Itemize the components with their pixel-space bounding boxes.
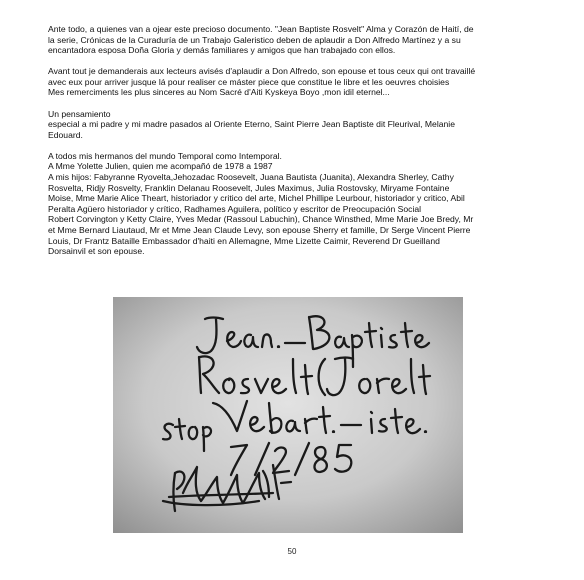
text-line: Edouard. <box>48 129 83 140</box>
signature-photo <box>113 297 463 533</box>
body-text <box>48 24 548 267</box>
text-line: Dorsainvil et son epouse. <box>48 246 145 257</box>
text-line: especial a mi padre y mi madre pasados al Oriente Eterno, Saint Pierre Jean Baptiste dit Fleurival, Melanie <box>48 119 455 130</box>
text-line: A todos mis hermanos del mundo Temporal como Intemporal. <box>48 150 282 161</box>
text-line: Louis, Dr Frantz Bataille Embassador d'haiti en Allemagne, Mme Lizette Caimir, Reverend Dr Gueilland <box>48 235 440 246</box>
page-number: 50 <box>287 547 297 556</box>
text-line: A Mme Yolette Julien, quien me acompañó de 1978 a 1987 <box>48 161 273 172</box>
text-line: A mis hijos: Fabyranne Ryovelta,Jehozadac Roosevelt, Juana Bautista (Juanita), Alexandra Sherley, Cathy <box>48 172 454 183</box>
text-line: Robert Corvington y Ketty Claire, Yves Medar (Rassoul Labuchin), Chance Winsthed, Mme Marie Joe Bredy, Mr <box>48 214 474 225</box>
text-line: avec eux pour arriver jusque lá pour realiser ce máster piece que constitue le libre et les oeuvres choisies <box>48 76 450 87</box>
handwritten-signature-image <box>113 297 463 533</box>
text-line: Mes remerciments les plus sinceres au Nom Sacré d'Aiti Kyskeya Boyo ,mon idil eternel... <box>48 87 390 98</box>
paragraph-dedications <box>48 151 548 257</box>
text-line: Peralta Agüero historiador y crítico, Radhames Aguilera, político y escritor de Preocupación Social <box>48 203 422 214</box>
text-line: Moise, Mme Marie Alice Theart, historiador y critico del arte, Michel Phillipe Leurbour, historiador y critico, Abil <box>48 193 465 204</box>
paragraph-french-intro <box>48 66 548 98</box>
text-line: Rosvelta, Ridjy Rosvelty, Franklin Delanau Roosevelt, Jules Maximus, Julia Rostovsky, Miryame Fontaine <box>48 182 450 193</box>
text-line: Ante todo, a quienes van a ojear este precioso documento. "Jean Baptiste Rosvelt" Alma y Corazón de Haití, de <box>48 24 474 34</box>
text-line: et Mme Bernard Liautaud, Mr et Mme Jean Claude Levy, son epouse Sherry et famille, Dr Serge Vincent Pierre <box>48 225 471 235</box>
paragraph-pensamiento <box>48 109 548 141</box>
text-line: la serie, Crónicas de la Curaduría de un Trabajo Galeristico deben de aplaudir a Don Alfredo Martínez y a su <box>48 34 461 45</box>
text-line: Un pensamiento <box>48 108 111 119</box>
text-line: encantadora esposa Doña Gloria y demás familiares y amigos que han trabajado con ellos. <box>48 45 396 56</box>
text-line: Avant tout je demanderais aux lecteurs avisés d'aplaudir a Don Alfredo, son epouse et tous ceux qui ont travaillé <box>48 66 476 77</box>
paragraph-spanish-intro <box>48 24 548 56</box>
